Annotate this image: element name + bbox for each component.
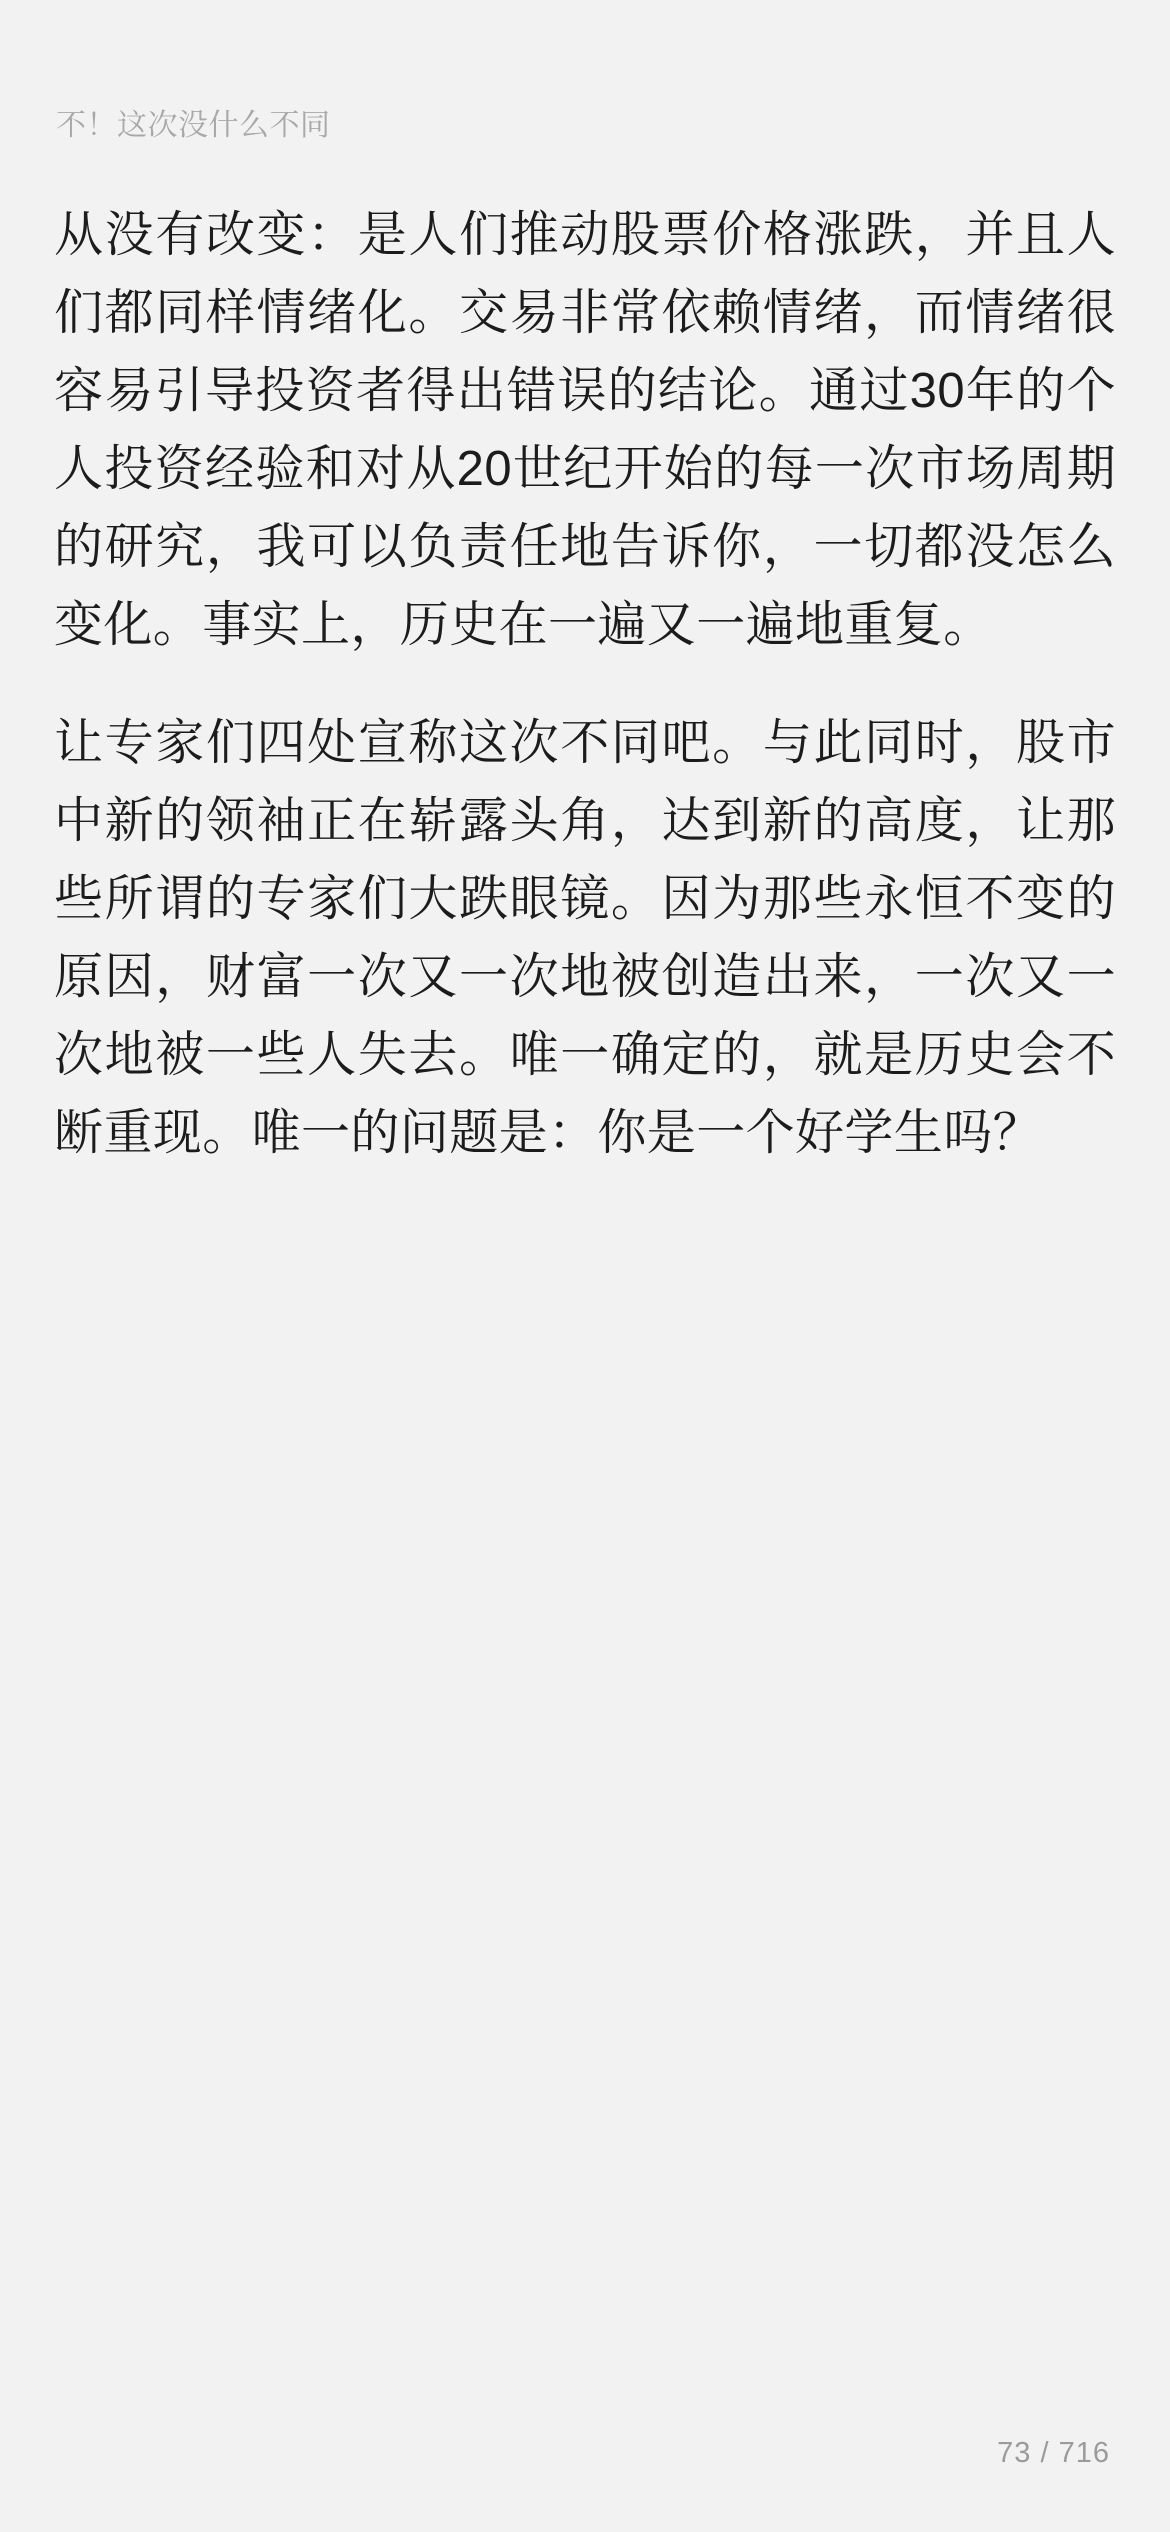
page-indicator: 73 / 716 [997,2437,1110,2469]
chapter-title: 不！这次没什么不同 [56,109,331,142]
paragraph: 让专家们四处宣称这次不同吧。与此同时，股市中新的领袖正在崭露头角，达到新的高度，让那些所谓的专家们大跌眼镜。因为那些永恒不变的原因，财富一次又一次地被创造出来，一次又一次地被一些人失去。唯一确定的，就是历史会不断重现。唯一的问题是：你是一个好学生吗？ [54,716,1116,1160]
paragraph: 从没有改变：是人们推动股票价格涨跌，并且人们都同样情绪化。交易非常依赖情绪，而情绪很容易引导投资者得出错误的结论。通过30年的个人投资经验和对从20世纪开始的每一次市场周期的研究，我可以负责任地告诉你，一切都没怎么变化。事实上，历史在一遍又一遍地重复。 [54,208,1116,652]
reader-content [0,144,1170,2437]
